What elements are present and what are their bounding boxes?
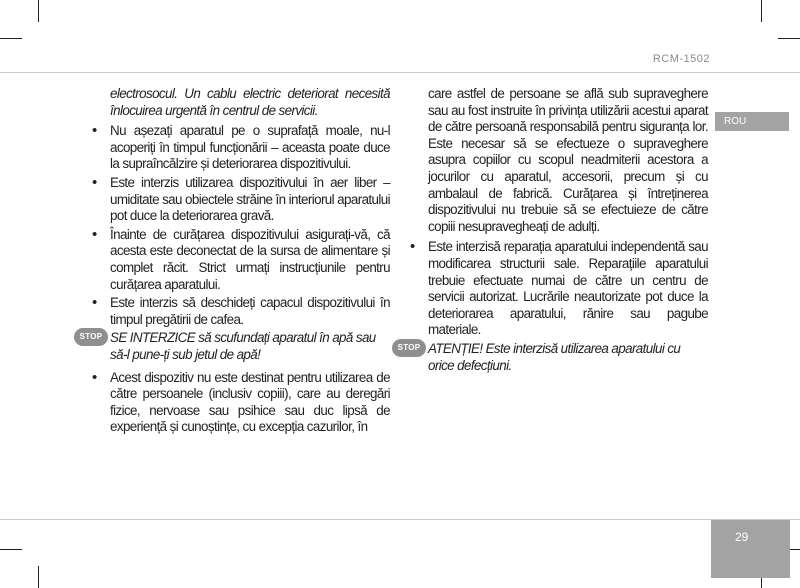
stop-icon: STOP [74, 328, 108, 346]
list-item: • Înainte de curățarea dispozitivului asigurați-vă, că acesta este deconectat de la sursa de alimentare și complet răcit. Strict urmați instrucțiunile pentru curățarea aparatului. [110, 227, 390, 293]
stop-warning [397, 340, 708, 374]
list-item: • Acest dispozitiv nu este destinat pentru utilizarea de către persoanele (inclusiv copiii), care au deregări fizice, nervoase sau psihice sau duc lipsă de experiență și cunoștințe, cu excepția cazurilor, în [110, 370, 390, 436]
crop-mark [0, 549, 22, 550]
stop-icon: STOP [392, 339, 426, 357]
right-column [397, 86, 708, 380]
stop-warning [79, 330, 390, 363]
crop-mark [38, 0, 39, 22]
intro-text: electrosocul. Un cablu electric deteriorat necesită înlocuirea urgentă în centrul de servicii. [110, 86, 390, 118]
page-number: 29 [711, 520, 790, 578]
crop-mark [38, 566, 39, 588]
list-item: • Este interzis să deschideți capacul dispozitivului în timpul pregătirii de cafea. [110, 295, 390, 328]
list-item: • Este interzis utilizarea dispozitivului în aer liber – umiditate sau obiectele străine în interiorul aparatului pot duce la deteriorarea gravă. [110, 175, 390, 225]
stop-warning-text: SE INTERZICE să scufundați aparatul în apă sau să-l pune-ți sub jetul de apă! [110, 330, 376, 362]
list-item: • Nu așezați aparatul pe o suprafață moale, nu-l acoperiți în timpul funcționării – aceasta poate duce la supraîncălzire și deteriorarea dispozitivului. [110, 123, 390, 173]
left-column [79, 86, 390, 438]
header-rule [0, 72, 800, 73]
crop-mark [761, 0, 762, 22]
footer-rule [0, 519, 800, 520]
crop-mark [778, 38, 800, 39]
stop-warning-text: ATENȚIE! Este interzisă utilizarea aparatului cu orice defecțiuni. [428, 340, 681, 373]
language-tab: ROU [715, 112, 789, 131]
continuation-text: care astfel de persoane se află sub supraveghere sau au fost instruite în privința utilizării acestui aparat de către persoană responsabilă pentru siguranța lor. Este necesar să se efectueze o supraveghere asupra copiilor cu scopul neadmiterii acestora a jocurilor cu aparatul, accesorii, precum și cu ambalaul de fabrică. Curățarea și întreținerea dispozitivului nu trebuie să se efectuieze de către copiii nesupravegheați de adulți. [428, 86, 708, 234]
model-number: RCM-1502 [652, 53, 710, 65]
crop-mark [0, 38, 22, 39]
list-item: • Este interzisă reparația aparatului independentă sau modificarea structurii sale. Reparațiile aparatului trebuie efectuate numai de către un centru de servicii autorizat. Lucrările neautorizate pot duce la deteriorarea aparatului, rănire sau pagube materiale. [428, 239, 708, 339]
